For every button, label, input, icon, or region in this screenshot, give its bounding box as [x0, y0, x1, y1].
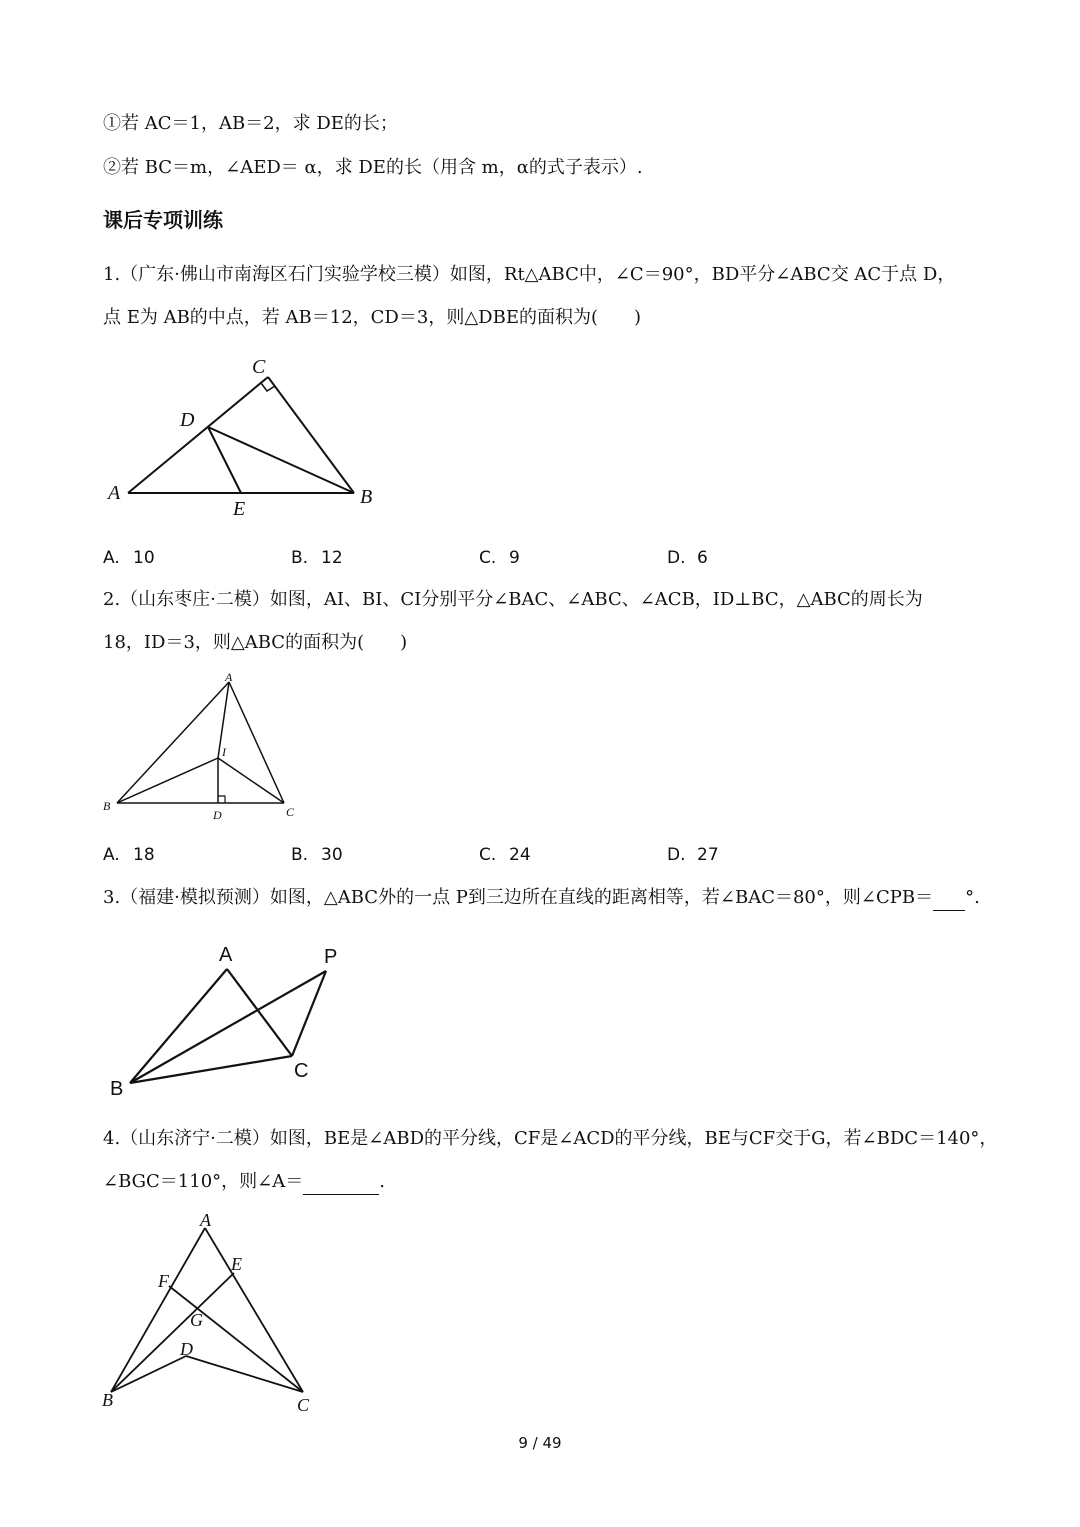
q1-text-line1: 1.（广东·佛山市南海区石门实验学校三模）如图，Rt△ABC中，∠C＝90°，BD平分∠ABC交 AC于点 D，: [103, 264, 956, 285]
q3-figure: [100, 935, 360, 1100]
q2-text-line1: 2.（山东枣庄·二模）如图，AI、BI、CI分别平分∠BAC、∠ABC、∠ACB，ID⊥BC，△ABC的周长为: [103, 589, 923, 610]
q1-choices: [103, 545, 903, 571]
q1-segment-db: [208, 427, 354, 493]
q3-answer-blank[interactable]: [933, 890, 965, 911]
intro-item-1: ①若 AC＝1，AB＝2，求 DE的长；: [103, 113, 398, 134]
q2-label-b: B: [103, 799, 111, 813]
q2-choice-a[interactable]: A. 18: [103, 845, 155, 865]
q1-choice-c[interactable]: C. 9: [479, 548, 520, 568]
q1-text-line2: 点 E为 AB的中点，若 AB＝12，CD＝3，则△DBE的面积为( ): [103, 307, 642, 328]
q2-label-d: D: [213, 808, 222, 822]
q3-label-b: B: [110, 1078, 124, 1100]
q1-side-cb: [268, 377, 354, 493]
q1-label-d: D: [180, 409, 195, 431]
q1-figure: [100, 355, 390, 525]
q3-text-post: °.: [965, 887, 980, 908]
intro-item-2: ②若 BC＝m，∠AED＝ α，求 DE的长（用含 m，α的式子表示）.: [103, 157, 643, 178]
q4-segment-be: [111, 1273, 234, 1392]
q4-text-line2: [103, 1169, 385, 1195]
q2-label-a: A: [225, 670, 233, 684]
q1-segment-de: [208, 427, 241, 493]
q2-right-angle-mark: [218, 796, 225, 803]
q2-label-c: C: [286, 805, 295, 819]
q2-side-ab: [117, 682, 229, 803]
q4-side-ac: [205, 1228, 303, 1392]
q1-label-c: C: [252, 356, 266, 378]
q2-choice-b[interactable]: B. 30: [291, 845, 343, 865]
q1-side-ac: [128, 377, 268, 493]
q1-choice-d[interactable]: D. 6: [667, 548, 708, 568]
q2-text-line2: 18，ID＝3，则△ABC的面积为( ): [103, 632, 408, 653]
q4-label-b: B: [102, 1390, 113, 1410]
q4-text-pre: ∠BGC＝110°，则∠A＝: [103, 1171, 304, 1192]
q4-text-line1: 4.（山东济宁·二模）如图，BE是∠ABD的平分线，CF是∠ACD的平分线，BE与CF交于G，若∠BDC＝140°，: [103, 1128, 998, 1149]
q2-label-i: I: [222, 745, 226, 759]
q3-segment-cp: [292, 971, 326, 1056]
q1-label-e: E: [233, 498, 246, 520]
q1-choice-b[interactable]: B. 12: [291, 548, 343, 568]
q4-text-post: .: [379, 1171, 385, 1192]
q4-label-a: A: [200, 1210, 211, 1230]
q4-label-g: G: [190, 1310, 203, 1330]
q1-label-b: B: [360, 486, 373, 508]
q4-label-f: F: [158, 1271, 169, 1291]
section-title: 课后专项训练: [103, 208, 223, 232]
q3-text-pre: 3.（福建·模拟预测）如图，△ABC外的一点 P到三边所在直线的距离相等，若∠BAC＝80°，则∠CPB＝: [103, 887, 934, 908]
q2-choices: [103, 842, 903, 868]
q2-choice-c[interactable]: C. 24: [479, 845, 531, 865]
q4-figure: [96, 1210, 326, 1420]
q3-side-ac: [227, 969, 292, 1056]
q1-label-a: A: [108, 482, 121, 504]
q1-choice-a[interactable]: A. 10: [103, 548, 155, 568]
q2-segment-bi: [117, 758, 218, 803]
q2-figure: [100, 668, 310, 828]
q3-side-ab: [130, 969, 227, 1083]
q4-answer-blank[interactable]: [303, 1174, 379, 1195]
q3-label-p: P: [324, 946, 338, 968]
q3-label-c: C: [294, 1060, 309, 1082]
q4-label-e: E: [231, 1254, 242, 1274]
q4-label-c: C: [297, 1395, 310, 1415]
q2-choice-d[interactable]: D. 27: [667, 845, 719, 865]
page-number: 9 / 49: [518, 1434, 562, 1452]
q3-text-line1: [103, 885, 980, 911]
q4-label-d: D: [180, 1339, 193, 1359]
q3-label-a: A: [219, 944, 233, 966]
